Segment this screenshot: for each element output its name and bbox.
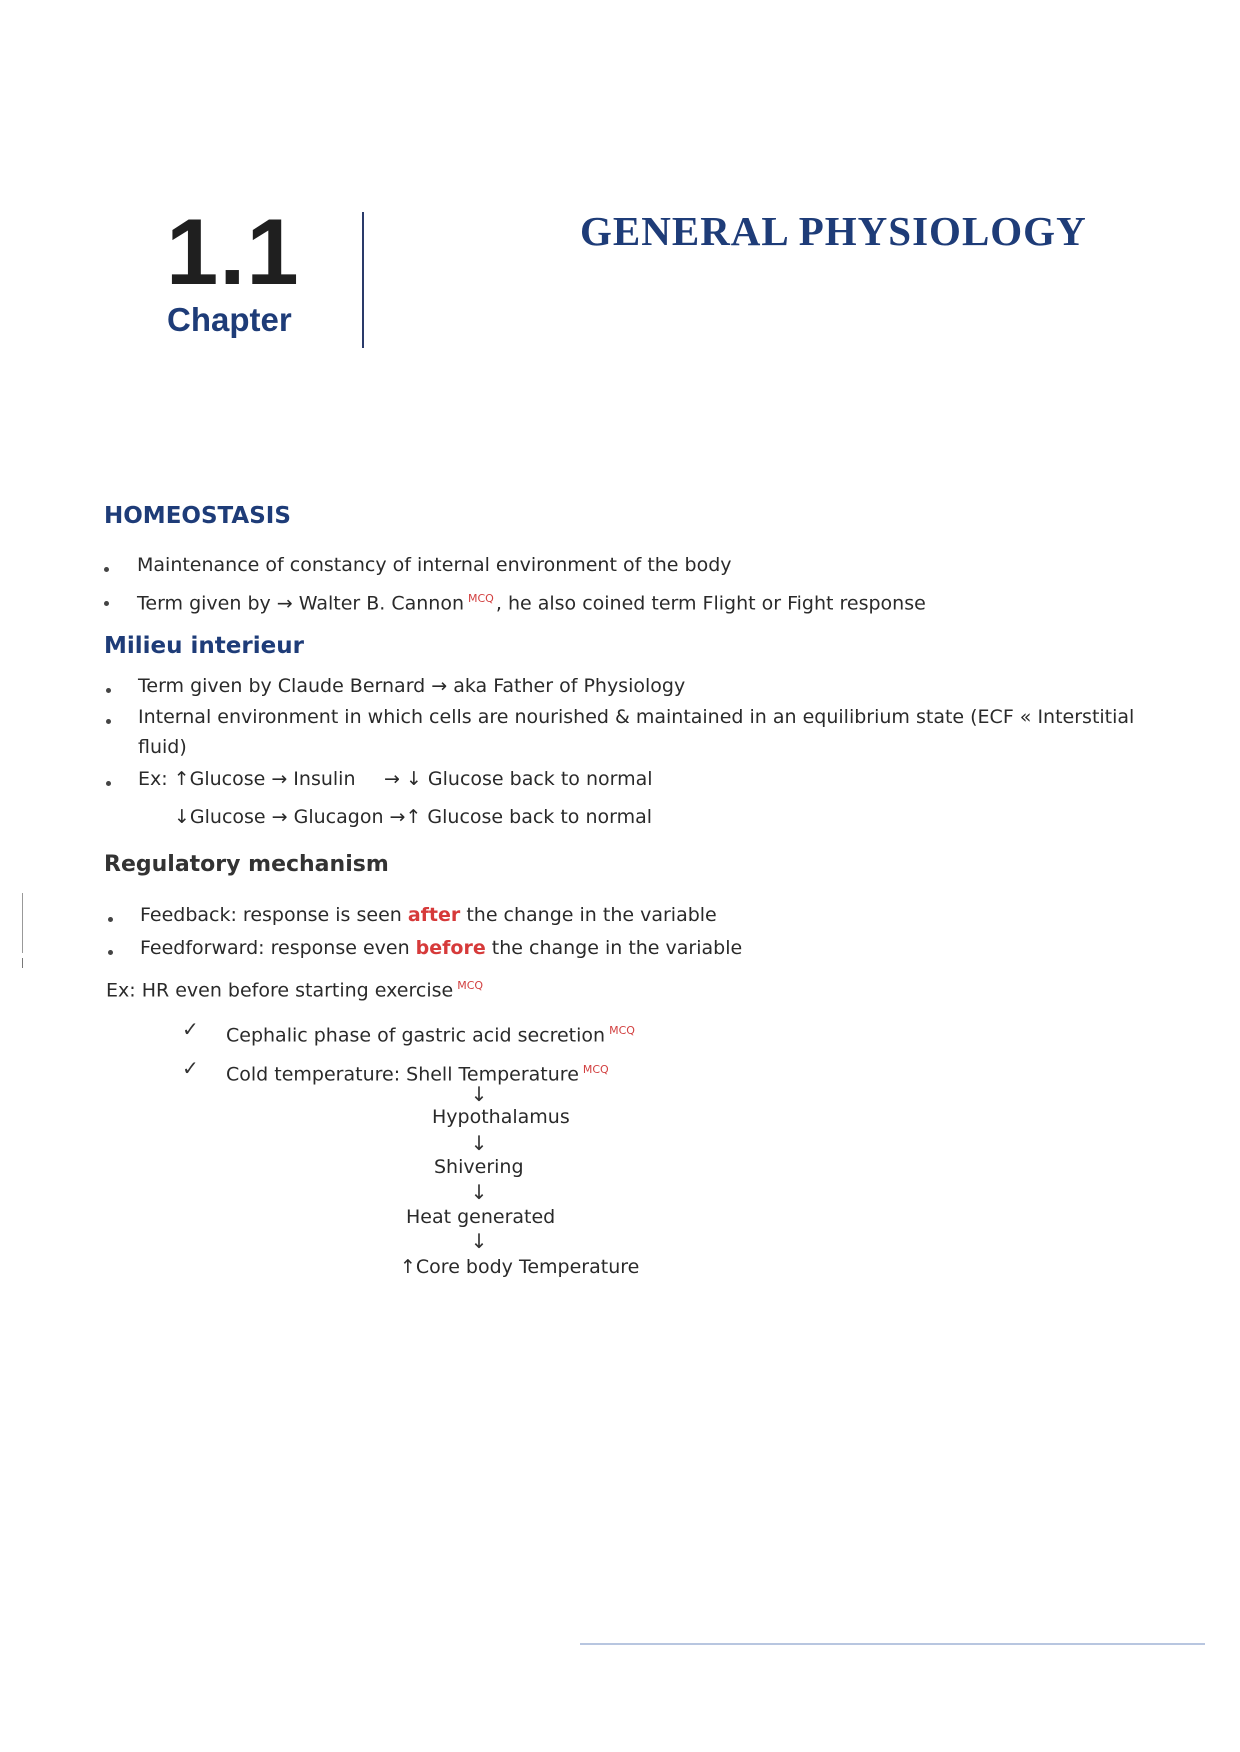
mcq-tag: MCQ [468,592,494,605]
chapter-divider [362,212,364,348]
bullet-dot [106,688,111,693]
check-item-cold [226,1057,611,1087]
down-arrow-icon: ↓ [470,1082,488,1106]
check-icon: ✓ [182,1017,199,1041]
feedforward-line [140,935,742,961]
check-item-text: Cephalic phase of gastric acid secretion [226,1024,606,1047]
feedforward-rest: the change in the variable [485,937,743,959]
feedback-text: Feedback: response is seen [140,904,408,926]
milieu-heading: Milieu interieur [104,633,304,659]
flow-step-core-temperature: ↑Core body Temperature [400,1256,640,1278]
homeostasis-term-text: Term given by → Walter B. Cannon [137,592,465,615]
footer-rule [580,1643,1205,1645]
bullet-dot [108,917,113,922]
scan-mark [22,893,23,953]
milieu-definition-line1: Internal environment in which cells are nourished & maintained in an equilibrium state (ECF « Interstitial [138,706,1135,728]
chapter-label: Chapter [167,301,292,338]
check-item-text: Cold temperature: Shell Temperature [226,1063,579,1086]
flow-step-shivering: Shivering [434,1156,524,1178]
homeostasis-term [137,586,926,616]
chapter-title: GENERAL PHYSIOLOGY [580,208,1087,254]
feedback-rest: the change in the variable [460,904,717,926]
feedforward-emphasis: before [415,937,486,959]
feedforward-text: Feedforward: response even [140,937,416,959]
flow-step-hypothalamus: Hypothalamus [432,1106,570,1128]
chapter-number: 1.1 [166,199,300,304]
homeostasis-term-rest: , he also coined term Flight or Fight response [495,592,926,615]
scan-mark [22,958,23,968]
flow-step-heat-generated: Heat generated [406,1206,556,1228]
milieu-example-line1b: → ↓ Glucose back to normal [384,768,653,790]
milieu-term: Term given by Claude Bernard → aka Father of Physiology [138,675,686,697]
down-arrow-icon: ↓ [470,1229,488,1253]
milieu-example-line1a: Ex: ↑Glucose → Insulin [138,768,356,790]
regulatory-heading: Regulatory mechanism [104,852,389,877]
homeostasis-definition: Maintenance of constancy of internal environment of the body [137,554,732,576]
down-arrow-icon: ↓ [470,1131,488,1155]
down-arrow-icon: ↓ [470,1180,488,1204]
mcq-tag: MCQ [609,1024,635,1037]
homeostasis-heading: HOMEOSTASIS [104,503,291,529]
bullet-dot [106,719,111,724]
feedback-line [140,902,717,928]
feedback-emphasis: after [407,904,461,926]
milieu-definition-line2: fluid) [138,736,187,758]
bullet-dot [104,567,109,572]
bullet-dot [106,781,111,786]
bullet-dot [108,950,113,955]
regulatory-example [106,973,485,1003]
check-icon: ✓ [182,1056,199,1080]
bullet-dot [104,601,109,606]
check-item-cephalic [226,1018,637,1048]
regulatory-example-text: Ex: HR even before starting exercise [106,979,454,1002]
mcq-tag: MCQ [582,1063,609,1076]
milieu-example-line2: ↓Glucose → Glucagon →↑ Glucose back to normal [174,806,653,828]
mcq-tag: MCQ [457,979,484,992]
